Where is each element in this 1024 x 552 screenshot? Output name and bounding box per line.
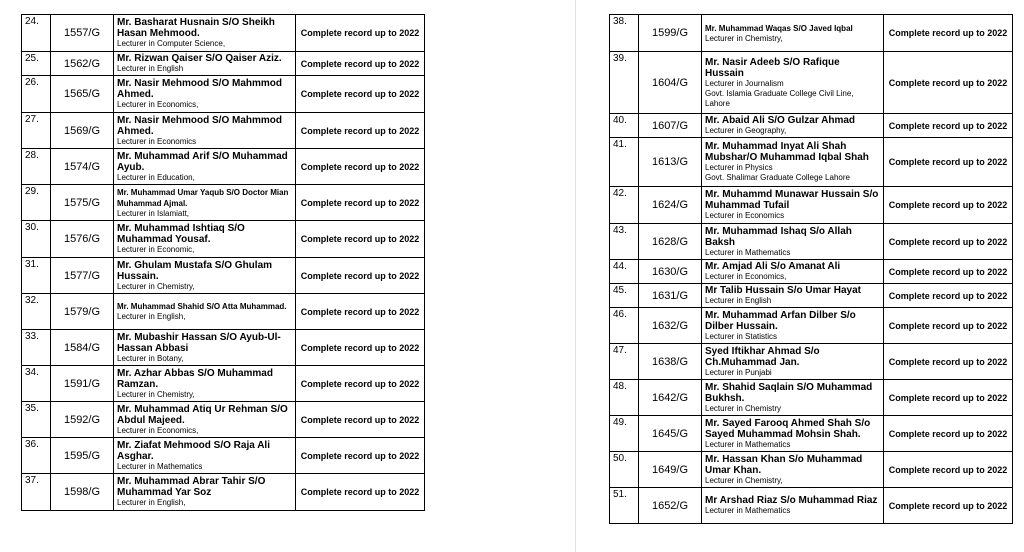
page-divider bbox=[575, 0, 576, 552]
record-status: Complete record up to 2022 bbox=[296, 149, 425, 185]
lecturer-name: Mr Arshad Riaz S/o Muhammad Riaz bbox=[705, 495, 878, 506]
lecturer-name: Mr. Muhammad Waqas S/O Javed Iqbal bbox=[705, 23, 853, 33]
lecturer-name: Mr. Muhammad Atiq Ur Rehman S/O Abdul Majeed. bbox=[117, 403, 288, 426]
record-status: Complete record up to 2022 bbox=[884, 308, 1013, 344]
lecturer-designation: Lecturer in English bbox=[705, 296, 772, 305]
record-status: Complete record up to 2022 bbox=[884, 52, 1013, 114]
lecturer-cell bbox=[114, 366, 296, 402]
table-row bbox=[610, 308, 1013, 344]
lecturer-cell bbox=[702, 15, 884, 52]
lecturer-designation: Lecturer in Chemistry bbox=[705, 403, 782, 413]
serial-number: 30. bbox=[22, 221, 51, 258]
lecturer-designation: Lecturer in Mathematics bbox=[705, 506, 791, 515]
lecturer-designation: Lecturer in Mathematics bbox=[705, 247, 791, 257]
lecturer-name: Mr. Muhammad Arfan Dilber S/o Dilber Hussain. bbox=[705, 309, 856, 332]
lecturer-name: Mr. Shahid Saqlain S/O Muhammad Bukhsh. bbox=[705, 381, 873, 404]
lecturer-name: Mr. Muhammad Ishtiaq S/O Muhammad Yousaf. bbox=[117, 223, 245, 245]
lecturer-cell bbox=[702, 308, 884, 344]
lecturer-designation: Lecturer in Economics bbox=[117, 136, 197, 146]
record-code: 1562/G bbox=[51, 52, 114, 76]
lecturer-cell bbox=[114, 113, 296, 149]
lecturer-designation: Lecturer in Chemistry, bbox=[705, 33, 783, 43]
lecturer-name: Mr. Nasir Adeeb S/O Rafique Hussain bbox=[705, 56, 840, 79]
lecturer-name: Mr. Amjad Ali S/o Amanat Ali bbox=[705, 261, 841, 272]
table-row bbox=[610, 138, 1013, 187]
table-row bbox=[22, 221, 425, 258]
serial-number: 29. bbox=[22, 185, 51, 221]
lecturer-cell bbox=[114, 294, 296, 330]
lecturer-designation: Lecturer in Statistics bbox=[705, 331, 778, 341]
serial-number: 32. bbox=[22, 294, 51, 330]
table-row bbox=[22, 474, 425, 511]
record-code: 1607/G bbox=[639, 114, 702, 138]
lecturer-designation: Lecturer in Mathematics bbox=[705, 439, 791, 449]
serial-number: 27. bbox=[22, 113, 51, 149]
record-code: 1565/G bbox=[51, 76, 114, 113]
record-status: Complete record up to 2022 bbox=[296, 294, 425, 330]
record-code: 1579/G bbox=[51, 294, 114, 330]
lecturer-designation: Lecturer in Journalism bbox=[705, 78, 784, 88]
record-code: 1569/G bbox=[51, 113, 114, 149]
record-status: Complete record up to 2022 bbox=[296, 474, 425, 511]
record-code: 1638/G bbox=[639, 344, 702, 380]
lecturer-name: Mr. Nasir Mehmood S/O Mahmmod Ahmed. bbox=[117, 114, 283, 137]
serial-number: 40. bbox=[610, 114, 639, 138]
lecturer-cell bbox=[702, 260, 884, 284]
record-code: 1592/G bbox=[51, 402, 114, 438]
serial-number: 37. bbox=[22, 474, 51, 511]
records-table-left bbox=[21, 14, 425, 511]
table-row bbox=[22, 185, 425, 221]
table-row bbox=[22, 76, 425, 113]
serial-number: 36. bbox=[22, 438, 51, 474]
lecturer-cell bbox=[114, 185, 296, 221]
lecturer-name: Mr. Ghulam Mustafa S/O Ghulam Hussain. bbox=[117, 259, 273, 282]
record-code: 1575/G bbox=[51, 185, 114, 221]
record-code: 1577/G bbox=[51, 258, 114, 294]
table-row bbox=[610, 452, 1013, 488]
lecturer-designation: Lecturer in Computer Science, bbox=[117, 39, 226, 48]
lecturer-cell bbox=[702, 488, 884, 524]
lecturer-cell bbox=[114, 15, 296, 52]
record-status: Complete record up to 2022 bbox=[296, 113, 425, 149]
serial-number: 49. bbox=[610, 416, 639, 452]
serial-number: 34. bbox=[22, 366, 51, 402]
table-row bbox=[610, 488, 1013, 524]
lecturer-designation: Lecturer in Economics, bbox=[117, 425, 199, 435]
lecturer-cell bbox=[114, 438, 296, 474]
record-code: 1574/G bbox=[51, 149, 114, 185]
lecturer-designation: Lecturer in Economic, bbox=[117, 245, 195, 254]
serial-number: 48. bbox=[610, 380, 639, 416]
table-row bbox=[610, 260, 1013, 284]
record-code: 1591/G bbox=[51, 366, 114, 402]
lecturer-cell bbox=[702, 224, 884, 260]
table-row bbox=[610, 380, 1013, 416]
table-row bbox=[22, 52, 425, 76]
lecturer-name: Mr. Ziafat Mehmood S/O Raja Ali Asghar. bbox=[117, 439, 270, 462]
lecturer-cell bbox=[702, 344, 884, 380]
record-code: 1604/G bbox=[639, 52, 702, 114]
table-row bbox=[610, 224, 1013, 260]
record-status: Complete record up to 2022 bbox=[296, 76, 425, 113]
lecturer-name: Mr. Muhammad Arif S/O Muhammad Ayub. bbox=[117, 150, 288, 173]
serial-number: 45. bbox=[610, 284, 639, 308]
record-code: 1613/G bbox=[639, 138, 702, 187]
lecturer-designation: Lecturer in Mathematics bbox=[117, 461, 203, 471]
table-row bbox=[22, 366, 425, 402]
serial-number: 35. bbox=[22, 402, 51, 438]
lecturer-cell bbox=[702, 114, 884, 138]
lecturer-name: Mr. Muhammad Abrar Tahir S/O Muhammad Yar Soz bbox=[117, 476, 266, 498]
serial-number: 46. bbox=[610, 308, 639, 344]
record-status: Complete record up to 2022 bbox=[884, 452, 1013, 488]
lecturer-designation: Lecturer in Physics bbox=[705, 163, 773, 172]
serial-number: 24. bbox=[22, 15, 51, 52]
table-row bbox=[610, 114, 1013, 138]
lecturer-designation: Lecturer in Economics bbox=[705, 211, 785, 220]
record-code: 1628/G bbox=[639, 224, 702, 260]
lecturer-cell bbox=[114, 52, 296, 76]
record-code: 1649/G bbox=[639, 452, 702, 488]
serial-number: 41. bbox=[610, 138, 639, 187]
record-code: 1645/G bbox=[639, 416, 702, 452]
lecturer-name: Mr. Abaid Ali S/O Gulzar Ahmad bbox=[705, 115, 856, 126]
lecturer-cell bbox=[114, 149, 296, 185]
record-code: 1624/G bbox=[639, 187, 702, 224]
lecturer-name: Mr Talib Hussain S/o Umar Hayat bbox=[705, 285, 861, 296]
record-code: 1595/G bbox=[51, 438, 114, 474]
lecturer-cell bbox=[114, 474, 296, 511]
lecturer-name: Mr. Muhammad Ishaq S/o Allah Baksh bbox=[705, 225, 852, 248]
serial-number: 25. bbox=[22, 52, 51, 76]
lecturer-cell bbox=[114, 221, 296, 258]
lecturer-college: Govt. Shalimar Graduate College Lahore bbox=[705, 173, 850, 182]
serial-number: 42. bbox=[610, 187, 639, 224]
record-code: 1632/G bbox=[639, 308, 702, 344]
lecturer-designation: Lecturer in English bbox=[117, 64, 184, 73]
record-code: 1599/G bbox=[639, 15, 702, 52]
records-table-right bbox=[609, 14, 1013, 524]
record-status: Complete record up to 2022 bbox=[884, 260, 1013, 284]
record-status: Complete record up to 2022 bbox=[296, 15, 425, 52]
serial-number: 51. bbox=[610, 488, 639, 524]
record-code: 1598/G bbox=[51, 474, 114, 511]
lecturer-name: Mr. Nasir Mehmood S/O Mahmmod Ahmed. bbox=[117, 78, 283, 100]
record-status: Complete record up to 2022 bbox=[296, 402, 425, 438]
lecturer-designation: Lecturer in Botany, bbox=[117, 353, 184, 363]
serial-number: 31. bbox=[22, 258, 51, 294]
table-row bbox=[610, 284, 1013, 308]
record-code: 1631/G bbox=[639, 284, 702, 308]
lecturer-cell bbox=[702, 187, 884, 224]
lecturer-designation: Lecturer in Islamiatt, bbox=[117, 208, 190, 218]
lecturer-name: Mr. Rizwan Qaiser S/O Qaiser Aziz. bbox=[117, 53, 282, 64]
lecturer-cell bbox=[702, 452, 884, 488]
record-status: Complete record up to 2022 bbox=[884, 380, 1013, 416]
record-code: 1652/G bbox=[639, 488, 702, 524]
lecturer-cell bbox=[702, 138, 884, 187]
serial-number: 43. bbox=[610, 224, 639, 260]
lecturer-cell bbox=[702, 380, 884, 416]
lecturer-designation: Lecturer in Education, bbox=[117, 172, 195, 182]
lecturer-name: Syed Iftikhar Ahmad S/o Ch.Muhammad Jan. bbox=[705, 345, 820, 368]
record-code: 1642/G bbox=[639, 380, 702, 416]
table-row bbox=[610, 187, 1013, 224]
serial-number: 33. bbox=[22, 330, 51, 366]
serial-number: 44. bbox=[610, 260, 639, 284]
record-status: Complete record up to 2022 bbox=[296, 330, 425, 366]
lecturer-designation: Lecturer in Economics, bbox=[117, 100, 199, 109]
left-page bbox=[21, 14, 425, 511]
lecturer-designation: Lecturer in English, bbox=[117, 498, 186, 507]
table-row bbox=[22, 113, 425, 149]
lecturer-designation: Lecturer in Chemistry, bbox=[705, 475, 783, 485]
serial-number: 39. bbox=[610, 52, 639, 114]
record-status: Complete record up to 2022 bbox=[296, 438, 425, 474]
record-status: Complete record up to 2022 bbox=[296, 185, 425, 221]
lecturer-name: Mr. Basharat Husnain S/O Sheikh Hasan Mehmood. bbox=[117, 17, 275, 39]
lecturer-name: Mr. Sayed Farooq Ahmed Shah S/o Sayed Muhammad Mohsin Shah. bbox=[705, 417, 871, 440]
lecturer-cell bbox=[114, 76, 296, 113]
record-status: Complete record up to 2022 bbox=[296, 221, 425, 258]
lecturer-designation: Lecturer in Chemistry, bbox=[117, 389, 195, 399]
lecturer-name: Mr. Muhammad Inyat Ali Shah Mubshar/O Muhammad Iqbal Shah bbox=[705, 141, 869, 163]
lecturer-name: Mr. Mubashir Hassan S/O Ayub-Ul-Hassan Abbasi bbox=[117, 331, 281, 354]
serial-number: 47. bbox=[610, 344, 639, 380]
record-status: Complete record up to 2022 bbox=[884, 224, 1013, 260]
table-row bbox=[22, 149, 425, 185]
table-row bbox=[610, 344, 1013, 380]
lecturer-designation: Lecturer in Punjabi bbox=[705, 367, 772, 377]
lecturer-name: Mr. Azhar Abbas S/O Muhammad Ramzan. bbox=[117, 367, 273, 390]
table-row bbox=[22, 438, 425, 474]
lecturer-designation: Lecturer in English, bbox=[117, 312, 186, 321]
serial-number: 28. bbox=[22, 149, 51, 185]
lecturer-cell bbox=[114, 402, 296, 438]
record-code: 1584/G bbox=[51, 330, 114, 366]
table-row bbox=[22, 294, 425, 330]
lecturer-cell bbox=[702, 52, 884, 114]
record-status: Complete record up to 2022 bbox=[884, 187, 1013, 224]
lecturer-college: Govt. Islamia Graduate College Civil Line, Lahore bbox=[705, 88, 854, 108]
right-page bbox=[609, 14, 1013, 524]
table-row bbox=[610, 52, 1013, 114]
lecturer-name: Mr. Muhammad Shahid S/O Atta Muhammad. bbox=[117, 302, 287, 311]
lecturer-designation: Lecturer in Geography, bbox=[705, 126, 787, 135]
table-row bbox=[22, 330, 425, 366]
lecturer-cell bbox=[702, 284, 884, 308]
record-code: 1630/G bbox=[639, 260, 702, 284]
record-status: Complete record up to 2022 bbox=[296, 366, 425, 402]
record-status: Complete record up to 2022 bbox=[884, 488, 1013, 524]
record-code: 1557/G bbox=[51, 15, 114, 52]
lecturer-cell bbox=[114, 258, 296, 294]
serial-number: 38. bbox=[610, 15, 639, 52]
lecturer-cell bbox=[702, 416, 884, 452]
record-status: Complete record up to 2022 bbox=[296, 258, 425, 294]
record-status: Complete record up to 2022 bbox=[884, 416, 1013, 452]
table-row bbox=[22, 258, 425, 294]
record-status: Complete record up to 2022 bbox=[884, 284, 1013, 308]
record-status: Complete record up to 2022 bbox=[884, 114, 1013, 138]
lecturer-designation: Lecturer in Economics, bbox=[705, 272, 787, 281]
record-status: Complete record up to 2022 bbox=[296, 52, 425, 76]
lecturer-name: Mr. Muhammd Munawar Hussain S/o Muhammad Tufail bbox=[705, 189, 879, 211]
lecturer-name: Mr. Hassan Khan S/o Muhammad Umar Khan. bbox=[705, 453, 863, 476]
lecturer-cell bbox=[114, 330, 296, 366]
serial-number: 26. bbox=[22, 76, 51, 113]
record-code: 1576/G bbox=[51, 221, 114, 258]
table-row bbox=[22, 402, 425, 438]
lecturer-name: Mr. Muhammad Umar Yaqub S/O Doctor Mian Muhammad Ajmal. bbox=[117, 187, 289, 208]
record-status: Complete record up to 2022 bbox=[884, 344, 1013, 380]
record-status: Complete record up to 2022 bbox=[884, 15, 1013, 52]
lecturer-designation: Lecturer in Chemistry, bbox=[117, 281, 195, 291]
table-row bbox=[610, 416, 1013, 452]
table-row bbox=[610, 15, 1013, 52]
table-row bbox=[22, 15, 425, 52]
record-status: Complete record up to 2022 bbox=[884, 138, 1013, 187]
serial-number: 50. bbox=[610, 452, 639, 488]
